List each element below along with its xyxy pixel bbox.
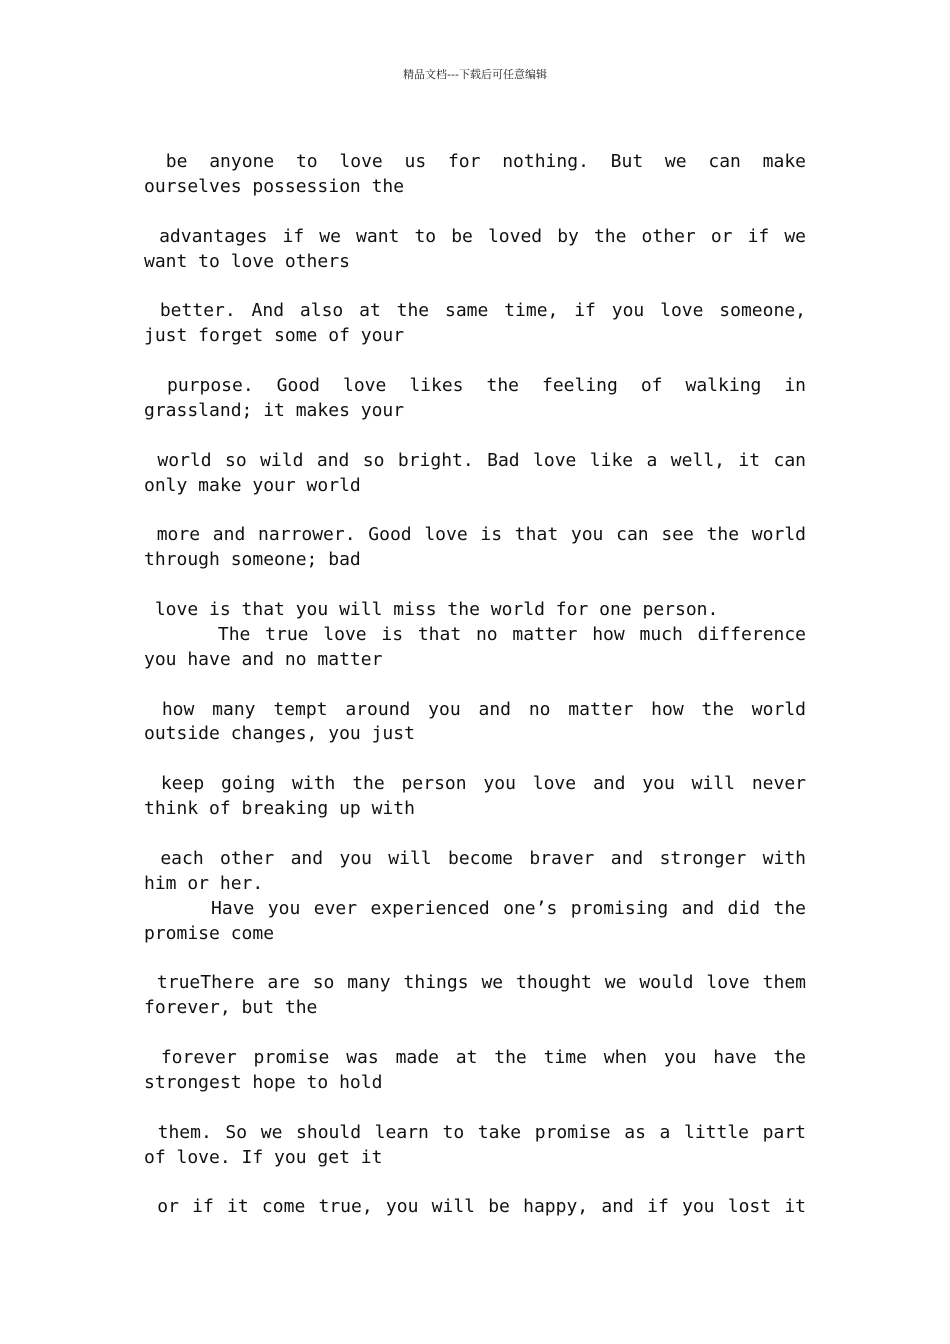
text-line: strongest hope to hold (144, 1071, 383, 1093)
text-line: keep going with the person you love and you will never (144, 773, 806, 795)
text-line: be anyone to love us for nothing. But we can make (144, 151, 806, 172)
text-line: advantages if we want to be loved by the other or if we (144, 225, 806, 247)
paragraph-gap (144, 747, 806, 772)
paragraph-gap (144, 1171, 806, 1196)
paragraph-gap (144, 424, 806, 449)
text-line: world so wild and so bright. Bad love like a well, it can (144, 449, 806, 471)
paragraph-gap (144, 573, 806, 598)
text-line: each other and you will become braver and stronger with (144, 847, 806, 869)
paragraph-gap (144, 498, 806, 523)
text-line: them. So we should learn to take promise as a little part (144, 1121, 806, 1143)
text-line: grassland; it makes your (144, 399, 405, 421)
text-line: love is that you will miss the world for one person. (144, 599, 719, 621)
text-line: only make your world (144, 474, 361, 496)
text-line: forever promise was made at the time when you have the (144, 1047, 806, 1069)
text-line: how many tempt around you and no matter how the world (144, 698, 806, 720)
text-line: Have you ever experienced one’s promising and did the (144, 897, 806, 919)
paragraph-gap (144, 673, 806, 698)
text-line: more and narrower. Good love is that you can see the world (144, 524, 806, 546)
text-line: forever, but the (144, 997, 318, 1019)
paragraph-gap (144, 274, 806, 299)
text-line: just forget some of your (144, 325, 405, 347)
paragraph-gap (144, 947, 806, 972)
page-header: 精品文档---下载后可任意编辑 (403, 68, 547, 81)
text-line: trueThere are so many things we thought we would love them (144, 972, 806, 994)
document-body (144, 150, 806, 1220)
text-line: through someone; bad (144, 549, 361, 571)
paragraph-gap (144, 349, 806, 374)
text-line: think of breaking up with (144, 798, 415, 820)
text-line: or if it come true, you will be happy, and if you lost it (144, 1196, 806, 1218)
text-line: him or her. (144, 872, 264, 894)
text-line: promise come (144, 922, 275, 944)
paragraph-gap (144, 1021, 806, 1046)
text-line: you have and no matter (144, 648, 383, 670)
text-line: outside changes, you just (144, 723, 415, 745)
text-line: purpose. Good love likes the feeling of walking in (144, 375, 806, 397)
text-line: want to love others (144, 250, 350, 272)
paragraph-gap (144, 822, 806, 847)
text-line: of love. If you get it (144, 1146, 383, 1168)
text-line: better. And also at the same time, if you love someone, (144, 300, 806, 322)
text-line: The true love is that no matter how much difference (144, 623, 806, 645)
text-line: ourselves possession the (144, 175, 405, 197)
paragraph-gap (144, 1096, 806, 1121)
paragraph-gap (144, 200, 806, 225)
